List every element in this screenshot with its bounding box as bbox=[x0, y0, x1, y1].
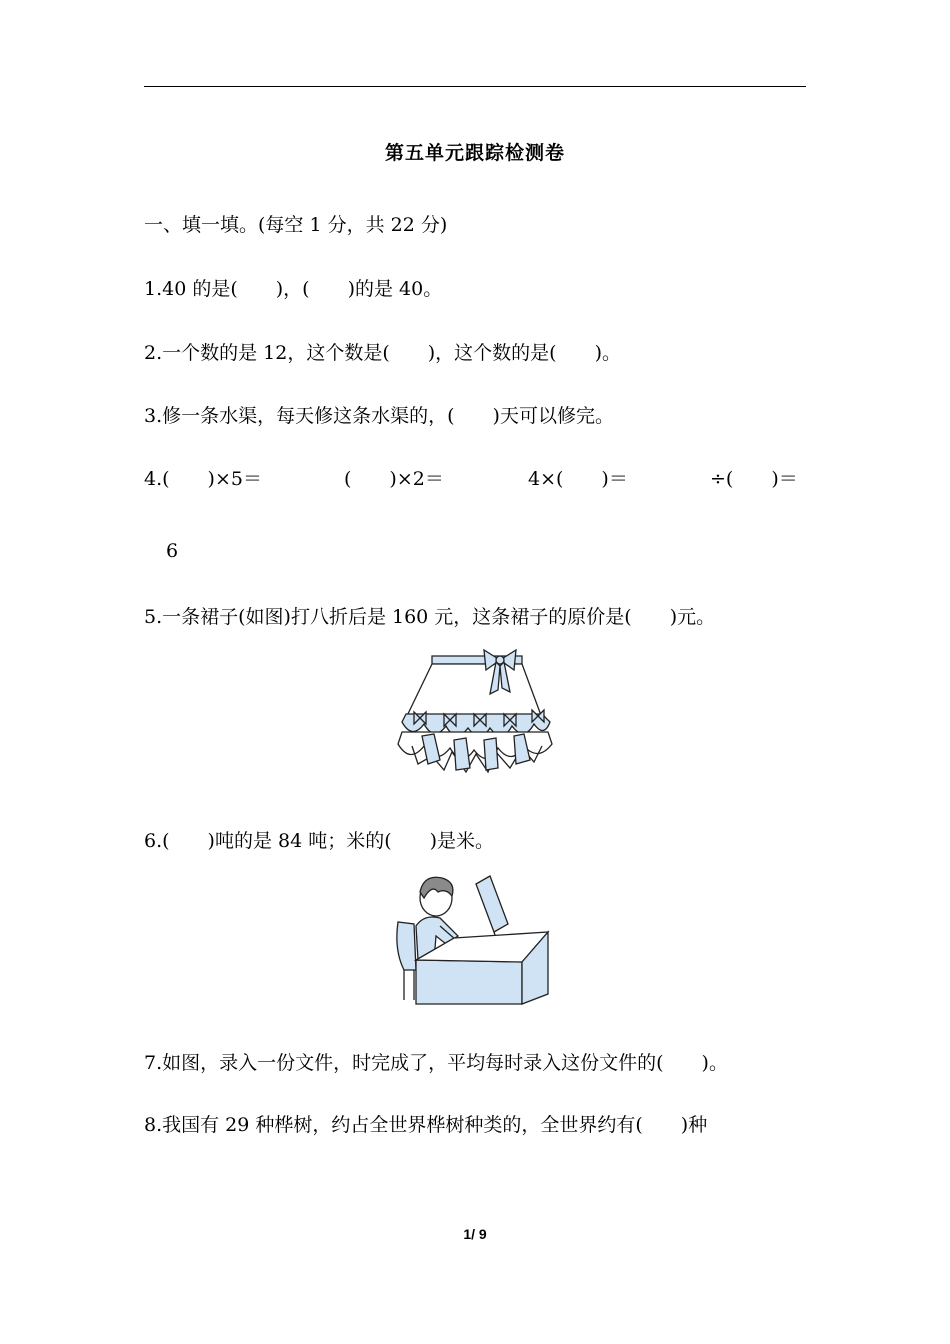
question-3: 3.修一条水渠，每天修这条水渠的，( )天可以修完。 bbox=[144, 405, 614, 427]
header-rule bbox=[144, 86, 806, 87]
boy-at-computer-illustration bbox=[394, 870, 554, 1010]
section-heading: 一、填一填。(每空 1 分，共 22 分) bbox=[144, 214, 448, 236]
question-1: 1.40 的是( )，( )的是 40。 bbox=[144, 278, 443, 300]
question-2: 2.一个数的是 12，这个数是( )，这个数的是( )。 bbox=[144, 342, 621, 364]
question-7: 7.如图，录入一份文件，时完成了，平均每时录入这份文件的( )。 bbox=[144, 1052, 728, 1074]
question-4-part-b: ( )×2＝ bbox=[344, 468, 444, 490]
page-title: 第五单元跟踪检测卷 bbox=[384, 142, 565, 164]
question-6: 6.( )吨的是 84 吨；米的( )是米。 bbox=[144, 830, 495, 852]
skirt-illustration bbox=[392, 648, 558, 780]
question-8: 8.我国有 29 种桦树，约占全世界桦树种类的，全世界约有( )种 bbox=[144, 1114, 708, 1136]
question-5: 5.一条裙子(如图)打八折后是 160 元，这条裙子的原价是( )元。 bbox=[144, 606, 716, 628]
question-4-result: 6 bbox=[166, 540, 179, 562]
question-4-part-a: 4.( )×5＝ bbox=[144, 468, 262, 490]
question-4-part-d: ÷( )＝ bbox=[710, 468, 798, 490]
page-number: 1/ 9 bbox=[463, 1226, 487, 1242]
question-4-part-c: 4×( )＝ bbox=[528, 468, 628, 490]
